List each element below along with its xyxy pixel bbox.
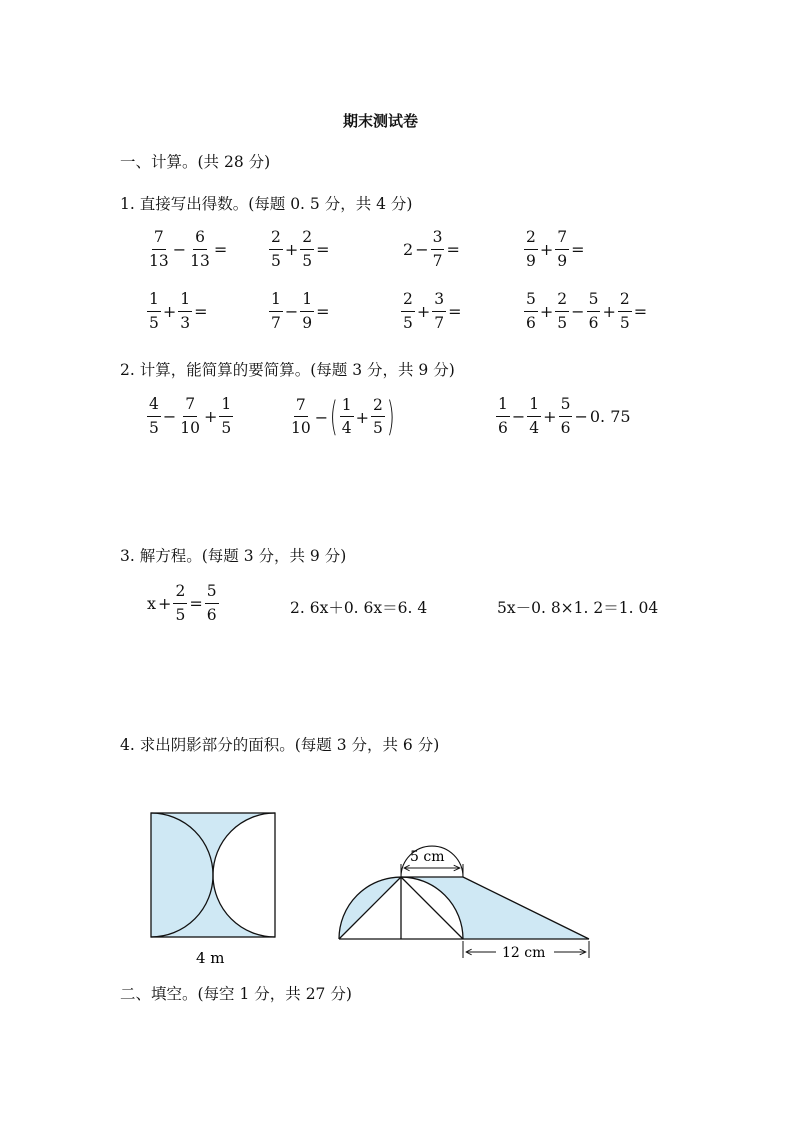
operator: 2 <box>403 240 414 259</box>
numerator: 3 <box>432 292 446 312</box>
figure-2-shaded-trapezoid <box>401 877 589 939</box>
numerator: 5 <box>559 397 573 417</box>
numerator: 6 <box>193 230 207 250</box>
figure-1-side-label: 4 m <box>196 949 225 967</box>
figure-2-top-label: 5 cm <box>410 849 445 865</box>
numerator: 2 <box>618 292 632 312</box>
denominator: 10 <box>180 418 201 437</box>
denominator: 5 <box>302 251 313 270</box>
figure-1-square <box>151 813 275 937</box>
figure-2-composite <box>339 846 589 958</box>
operator: = <box>633 302 648 321</box>
operator: − <box>314 407 329 427</box>
question-2-heading: 2. 计算，能简算的要简算。(每题 3 分，共 9 分) <box>120 361 455 379</box>
numerator: 1 <box>178 292 192 312</box>
denominator: 9 <box>557 251 568 270</box>
numerator: 5 <box>205 584 219 604</box>
denominator: 5 <box>149 418 159 437</box>
numerator: 5 <box>524 292 538 312</box>
operator: + <box>416 302 431 321</box>
operator: + <box>162 302 177 321</box>
numerator: 1 <box>147 292 161 312</box>
denominator: 3 <box>180 313 191 332</box>
numerator: 1 <box>269 292 283 312</box>
denominator: 13 <box>149 251 169 270</box>
denominator: 9 <box>302 313 313 332</box>
operator: + <box>539 240 554 259</box>
operator: = <box>446 240 460 259</box>
operator: + <box>543 407 557 426</box>
operator: − <box>162 407 177 426</box>
operator: = <box>316 302 330 321</box>
numerator: 7 <box>294 398 308 418</box>
numerator: 7 <box>183 397 197 417</box>
numerator: 7 <box>152 230 166 250</box>
operator: = <box>571 240 585 259</box>
parenthesis: ( <box>330 394 338 440</box>
q3-equation-3: 5x－0. 8×1. 2＝1. 04 <box>497 599 659 617</box>
numerator: 2 <box>371 398 385 418</box>
numerator: 4 <box>147 397 161 417</box>
denominator: 9 <box>526 251 536 270</box>
operator: = <box>194 302 208 321</box>
operator: = <box>213 240 228 259</box>
denominator: 5 <box>373 419 383 437</box>
numerator: 2 <box>555 292 569 312</box>
operator: = <box>189 594 203 613</box>
operator: − <box>415 240 429 259</box>
operator: − <box>511 407 526 426</box>
question-4-heading: 4. 求出阴影部分的面积。(每题 3 分，共 6 分) <box>120 736 440 754</box>
denominator: 4 <box>341 419 352 437</box>
denominator: 6 <box>526 313 536 332</box>
section-2-heading: 二、填空。(每空 1 分，共 27 分) <box>120 985 352 1003</box>
numerator: 2 <box>524 230 538 250</box>
numerator: 5 <box>587 292 601 312</box>
operator: 0. 75 <box>589 407 631 426</box>
denominator: 6 <box>498 418 508 437</box>
denominator: 6 <box>560 418 571 437</box>
operator: − <box>571 302 585 321</box>
operator: − <box>284 302 299 321</box>
denominator: 5 <box>175 605 186 624</box>
numerator: 1 <box>219 397 233 417</box>
parenthesis: ) <box>386 394 395 440</box>
operator: + <box>539 302 554 321</box>
denominator: 5 <box>271 251 281 270</box>
operator: = <box>448 302 462 321</box>
denominator: 5 <box>619 313 630 332</box>
denominator: 10 <box>291 419 311 437</box>
question-3-heading: 3. 解方程。(每题 3 分，共 9 分) <box>120 547 347 565</box>
question-1-heading: 1. 直接写出得数。(每题 0. 5 分，共 4 分) <box>120 195 413 213</box>
operator: − <box>574 407 588 426</box>
operator: + <box>158 594 172 613</box>
denominator: 6 <box>206 605 217 624</box>
denominator: 6 <box>588 313 599 332</box>
numerator: 2 <box>173 584 187 604</box>
q3-equation-2: 2. 6x＋0. 6x＝6. 4 <box>290 599 428 617</box>
numerator: 2 <box>269 230 283 250</box>
operator: + <box>355 407 370 427</box>
numerator: 1 <box>340 398 354 418</box>
operator: + <box>204 407 218 426</box>
denominator: 13 <box>190 251 210 270</box>
denominator: 4 <box>529 418 540 437</box>
operator: + <box>602 302 616 321</box>
denominator: 7 <box>271 313 281 332</box>
denominator: 7 <box>432 251 443 270</box>
numerator: 1 <box>300 292 314 312</box>
denominator: 7 <box>434 313 445 332</box>
page-title: 期末测试卷 <box>343 112 419 130</box>
denominator: 5 <box>557 313 568 332</box>
numerator: 2 <box>300 230 314 250</box>
denominator: 5 <box>221 418 232 437</box>
numerator: 1 <box>496 397 510 417</box>
figure-2-bottom-label: 12 cm <box>502 945 546 961</box>
operator: = <box>316 240 330 259</box>
numerator: 2 <box>401 292 415 312</box>
numerator: 7 <box>555 230 569 250</box>
operator: − <box>172 240 187 259</box>
operator: + <box>284 240 299 259</box>
numerator: 1 <box>527 397 541 417</box>
numerator: 3 <box>431 230 445 250</box>
operator: x <box>147 594 157 613</box>
denominator: 5 <box>403 313 413 332</box>
denominator: 5 <box>149 313 159 332</box>
section-1-heading: 一、计算。(共 28 分) <box>120 153 271 171</box>
